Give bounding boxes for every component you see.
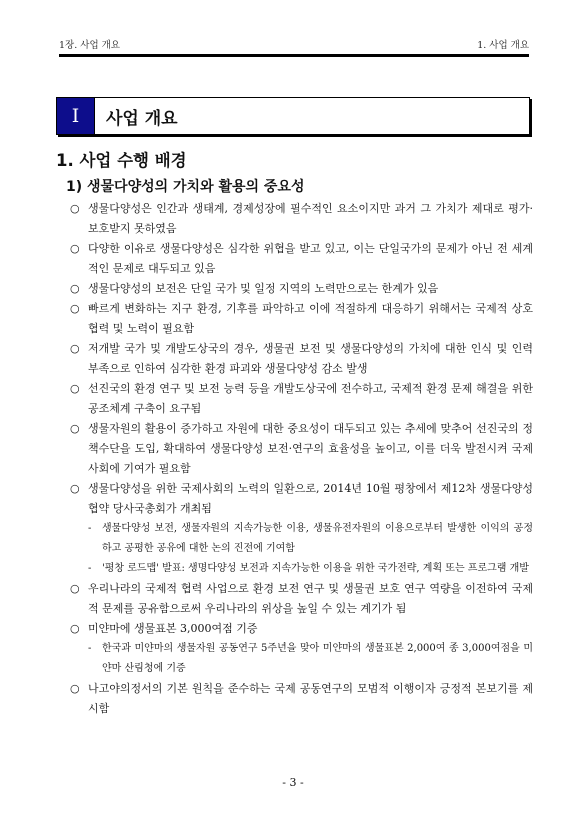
bullet-icon: ○ [70,282,80,295]
list-item-text: 미얀마에 생물표본 3,000여점 기증 [88,622,258,635]
bullet-list [68,199,533,719]
dash-icon: - [88,563,92,574]
list-item-text: 빠르게 변화하는 지구 환경, 기후를 파악하고 이에 적절하게 대응하기 위해서는 국제적 상호 협력 및 노력이 필요함 [88,302,533,335]
bullet-icon: ○ [70,242,80,255]
dash-icon: - [88,523,92,534]
bullet-icon: ○ [70,622,80,635]
list-item-text: 나고야의정서의 기본 원칙을 준수하는 국제 공동연구의 모범적 이행이자 긍정적 본보기를 제시함 [88,682,533,715]
sub-list-item-text: '평창 로드맵' 발표: 생명다양성 보전과 지속가능한 이용을 위한 국가전략, 계획 또는 프로그램 개발 [102,563,529,574]
sub-list-item-text: 생물다양성 보전, 생물자원의 지속가능한 이용, 생물유전자원의 이용으로부터 발생한 이익의 공정하고 공평한 공유에 대한 논의 진전에 기여함 [102,523,533,554]
header-rule [59,54,529,57]
list-item [68,279,533,299]
running-header-right: 1. 사업 개요 [477,40,529,51]
bullet-icon: ○ [70,422,80,435]
list-item-text: 생물자원의 활용이 증가하고 자원에 대한 중요성이 대두되고 있는 추세에 맞추어 선진국의 정책수단을 도입, 확대하여 생물다양성 보전·연구의 효율성을 높이고, 이를 더욱 발전시켜 국제사회에 기여가 필요함 [88,422,533,475]
list-item-text: 다양한 이유로 생물다양성은 심각한 위협을 받고 있고, 이는 단일국가의 문제가 아닌 전 세계적인 문제로 대두되고 있음 [88,242,533,275]
list-item [68,239,533,279]
list-item [68,419,533,479]
chapter-heading-box [56,97,530,135]
subsection-title: 1) 생물다양성의 가치와 활용의 중요성 [66,179,305,195]
bullet-icon: ○ [70,482,80,495]
bullet-icon: ○ [70,682,80,695]
list-item [68,619,533,639]
list-item [68,379,533,419]
chapter-number: I [57,98,94,134]
list-item-text: 우리나라의 국제적 협력 사업으로 환경 보전 연구 및 생물권 보호 연구 역량을 이전하여 국제적 문제를 공유함으로써 우리나라의 위상을 높일 수 있는 계기가 됨 [88,582,533,615]
bullet-icon: ○ [70,202,80,215]
sub-list-item [68,519,533,559]
list-item-text: 생물다양성은 인간과 생태계, 경제성장에 필수적인 요소이지만 과거 그 가치가 제대로 평가·보호받지 못하였음 [88,202,533,235]
list-item-text: 저개발 국가 및 개발도상국의 경우, 생물권 보전 및 생물다양성의 가치에 대한 인식 및 인력 부족으로 인하여 심각한 환경 파괴와 생물다양성 감소 발생 [88,342,533,375]
running-header-left: 1장. 사업 개요 [59,40,120,51]
list-item-text: 생물다양성을 위한 국제사회의 노력의 일환으로, 2014년 10월 평창에서 제12차 생물다양성협약 당사국총회가 개최됨 [88,482,533,515]
running-header [59,37,529,51]
sub-list-item-text: 한국과 미얀마의 생물자원 공동연구 5주년을 맞아 미얀마의 생물표본 2,000여 종 3,000여점을 미얀마 산림청에 기증 [102,643,533,674]
section-title: 1. 사업 수행 배경 [56,151,187,170]
chapter-title: 사업 개요 [94,98,529,134]
page-number: - 3 - [282,776,304,789]
list-item [68,479,533,519]
bullet-icon: ○ [70,302,80,315]
bullet-icon: ○ [70,342,80,355]
bullet-icon: ○ [70,382,80,395]
sub-list-item [68,559,533,579]
bullet-icon: ○ [70,582,80,595]
list-item [68,199,533,239]
list-item [68,299,533,339]
dash-icon: - [88,643,92,654]
list-item [68,579,533,619]
list-item [68,679,533,719]
list-item [68,339,533,379]
sub-list-item [68,639,533,679]
list-item-text: 생물다양성의 보전은 단일 국가 및 일정 지역의 노력만으로는 한계가 있음 [88,282,439,295]
list-item-text: 선진국의 환경 연구 및 보전 능력 등을 개발도상국에 전수하고, 국제적 환경 문제 해결을 위한 공조체계 구축이 요구됨 [88,382,533,415]
